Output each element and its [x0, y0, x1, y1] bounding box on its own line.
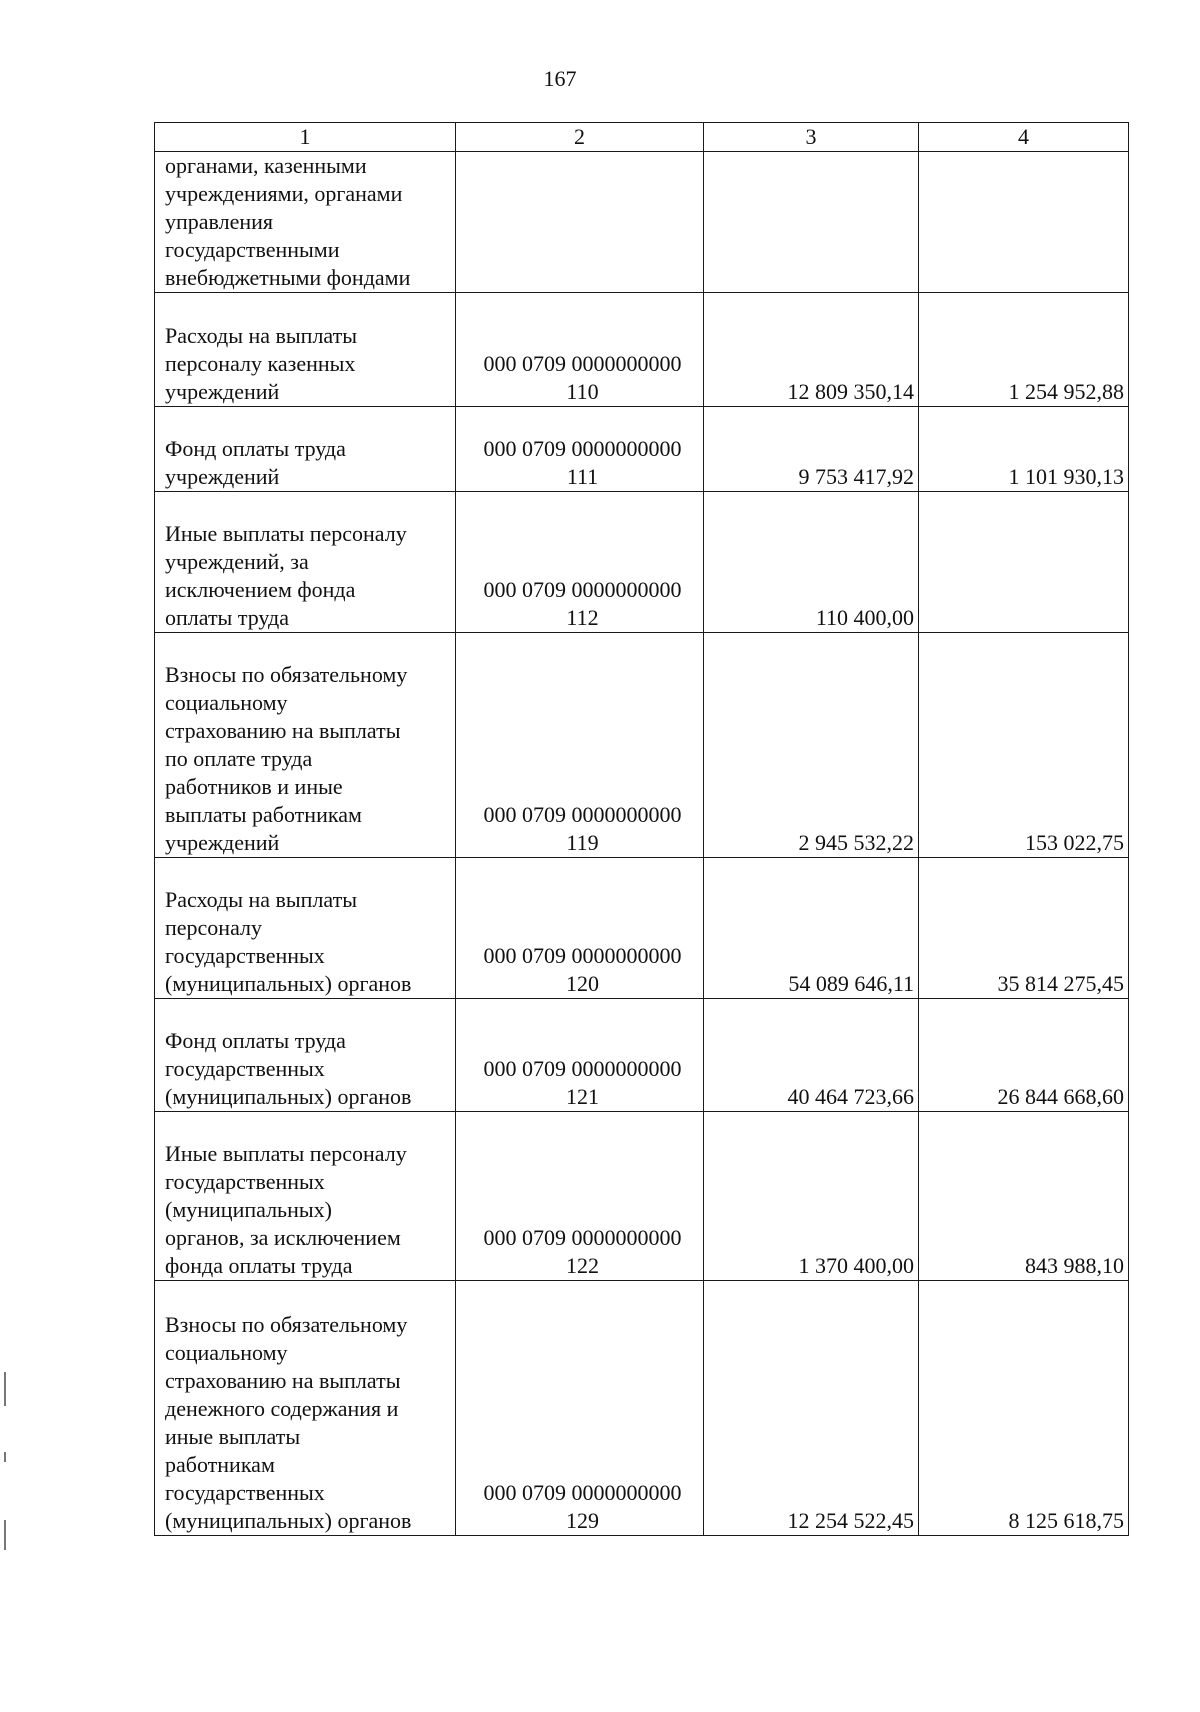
- row-name-line: оплаты труда: [165, 605, 290, 630]
- budget-code-line: 119: [566, 830, 599, 855]
- row-name-line: (муниципальных) органов: [165, 1508, 412, 1533]
- amount-col4-cell: [919, 492, 1129, 633]
- row-name-line: государственных: [165, 943, 325, 968]
- amount-col3-cell: 1 370 400,00: [704, 1112, 919, 1281]
- amount-col3-cell: 54 089 646,11: [704, 858, 919, 999]
- budget-code-line: 122: [566, 1253, 599, 1278]
- amount-col4-cell: 843 988,10: [919, 1112, 1129, 1281]
- row-name-cell: [155, 492, 456, 633]
- amount-col4-cell: 26 844 668,60: [919, 999, 1129, 1112]
- budget-code-cell: [456, 492, 704, 633]
- row-name-cell: [155, 407, 456, 492]
- table-row: [155, 152, 1129, 293]
- budget-code-line: 000 0709 0000000000: [483, 1056, 682, 1081]
- row-name-line: (муниципальных): [165, 1197, 332, 1222]
- row-name-line: Иные выплаты персоналу: [165, 1141, 407, 1166]
- budget-code-line: 111: [566, 464, 599, 489]
- column-number-header-row: [155, 123, 1129, 152]
- amount-col4-cell: 153 022,75: [919, 633, 1129, 858]
- budget-code-line: 000 0709 0000000000: [483, 577, 682, 602]
- amount-col3-cell: 40 464 723,66: [704, 999, 919, 1112]
- row-name-line: страхованию на выплаты: [165, 1368, 401, 1393]
- amount-col4-cell: 8 125 618,75: [919, 1281, 1129, 1536]
- row-name-line: органов, за исключением: [165, 1225, 401, 1250]
- row-name-line: (муниципальных) органов: [165, 1084, 412, 1109]
- row-name-cell: [155, 1281, 456, 1536]
- budget-code-line: 000 0709 0000000000: [483, 436, 682, 461]
- row-name-line: персоналу казенных: [165, 351, 356, 376]
- row-name-line: выплаты работникам: [165, 802, 362, 827]
- budget-code-line: 000 0709 0000000000: [483, 351, 682, 376]
- row-name-line: государственных: [165, 1480, 325, 1505]
- row-name-cell: [155, 999, 456, 1112]
- scan-edge-mark: [4, 1452, 6, 1462]
- row-name-line: Иные выплаты персоналу: [165, 521, 407, 546]
- budget-code-line: 110: [566, 379, 599, 404]
- row-name-line: государственных: [165, 1056, 325, 1081]
- table-row: [155, 293, 1129, 407]
- row-name-line: Взносы по обязательному: [165, 662, 408, 687]
- row-name-cell: [155, 633, 456, 858]
- row-name-cell: [155, 1112, 456, 1281]
- row-name-cell: [155, 858, 456, 999]
- budget-code-line: 000 0709 0000000000: [483, 1480, 682, 1505]
- row-name-line: учреждений: [165, 379, 280, 404]
- amount-col3-cell: 110 400,00: [704, 492, 919, 633]
- scan-edge-mark: [4, 1520, 6, 1550]
- amount-col3-cell: 12 809 350,14: [704, 293, 919, 407]
- budget-code-cell: [456, 1112, 704, 1281]
- table-row: [155, 1281, 1129, 1536]
- row-name-cell: [155, 293, 456, 407]
- column-header-3: 3: [704, 123, 919, 152]
- budget-code-line: 121: [566, 1084, 599, 1109]
- row-name-line: страхованию на выплаты: [165, 718, 401, 743]
- amount-col3-cell: [704, 152, 919, 293]
- column-header-1: 1: [155, 123, 456, 152]
- row-name-cell: [155, 152, 456, 293]
- row-name-line: Расходы на выплаты: [165, 323, 358, 348]
- budget-code-cell: [456, 293, 704, 407]
- row-name-line: учреждений: [165, 830, 280, 855]
- table-row: [155, 999, 1129, 1112]
- amount-col3-cell: 12 254 522,45: [704, 1281, 919, 1536]
- row-name-line: социальному: [165, 1340, 288, 1365]
- budget-code-line: 000 0709 0000000000: [483, 802, 682, 827]
- row-name-line: государственных: [165, 1169, 325, 1194]
- budget-code-cell: [456, 407, 704, 492]
- amount-col4-cell: 35 814 275,45: [919, 858, 1129, 999]
- budget-code-cell: [456, 999, 704, 1112]
- row-name-line: Фонд оплаты труда: [165, 436, 346, 461]
- amount-col3-cell: 9 753 417,92: [704, 407, 919, 492]
- column-header-4: 4: [919, 123, 1129, 152]
- row-name-line: органами, казенными: [165, 153, 367, 178]
- row-name-line: Взносы по обязательному: [165, 1312, 408, 1337]
- table-row: [155, 633, 1129, 858]
- budget-code-line: 129: [566, 1508, 599, 1533]
- table-row: [155, 492, 1129, 633]
- scan-edge-mark: [4, 1372, 6, 1406]
- row-name-line: учреждений: [165, 464, 280, 489]
- amount-col4-cell: [919, 152, 1129, 293]
- row-name-line: управления: [165, 209, 274, 234]
- amount-col3-cell: 2 945 532,22: [704, 633, 919, 858]
- table-row: [155, 858, 1129, 999]
- row-name-line: учреждениями, органами: [165, 181, 403, 206]
- row-name-line: персоналу: [165, 915, 263, 940]
- budget-expenditure-table: [154, 122, 1129, 1536]
- budget-code-cell: [456, 858, 704, 999]
- row-name-line: по оплате труда: [165, 746, 313, 771]
- budget-code-cell: [456, 1281, 704, 1536]
- row-name-line: работникам: [165, 1452, 275, 1477]
- table-row: [155, 1112, 1129, 1281]
- row-name-line: внебюджетными фондами: [165, 265, 411, 290]
- row-name-line: денежного содержания и: [165, 1396, 399, 1421]
- budget-code-line: 112: [566, 605, 599, 630]
- row-name-line: учреждений, за: [165, 549, 309, 574]
- column-header-2: 2: [456, 123, 704, 152]
- row-name-line: исключением фонда: [165, 577, 356, 602]
- row-name-line: (муниципальных) органов: [165, 971, 412, 996]
- row-name-line: социальному: [165, 690, 288, 715]
- row-name-line: работников и иные: [165, 774, 343, 799]
- table-row: [155, 407, 1129, 492]
- amount-col4-cell: 1 254 952,88: [919, 293, 1129, 407]
- amount-col4-cell: 1 101 930,13: [919, 407, 1129, 492]
- budget-code-line: 000 0709 0000000000: [483, 943, 682, 968]
- page-number: 167: [543, 66, 577, 91]
- row-name-line: фонда оплаты труда: [165, 1253, 353, 1278]
- budget-code-cell: [456, 152, 704, 293]
- row-name-line: государственными: [165, 237, 340, 262]
- row-name-line: иные выплаты: [165, 1424, 301, 1449]
- budget-code-cell: [456, 633, 704, 858]
- row-name-line: Фонд оплаты труда: [165, 1028, 346, 1053]
- budget-code-line: 000 0709 0000000000: [483, 1225, 682, 1250]
- budget-code-line: 120: [566, 971, 599, 996]
- row-name-line: Расходы на выплаты: [165, 887, 358, 912]
